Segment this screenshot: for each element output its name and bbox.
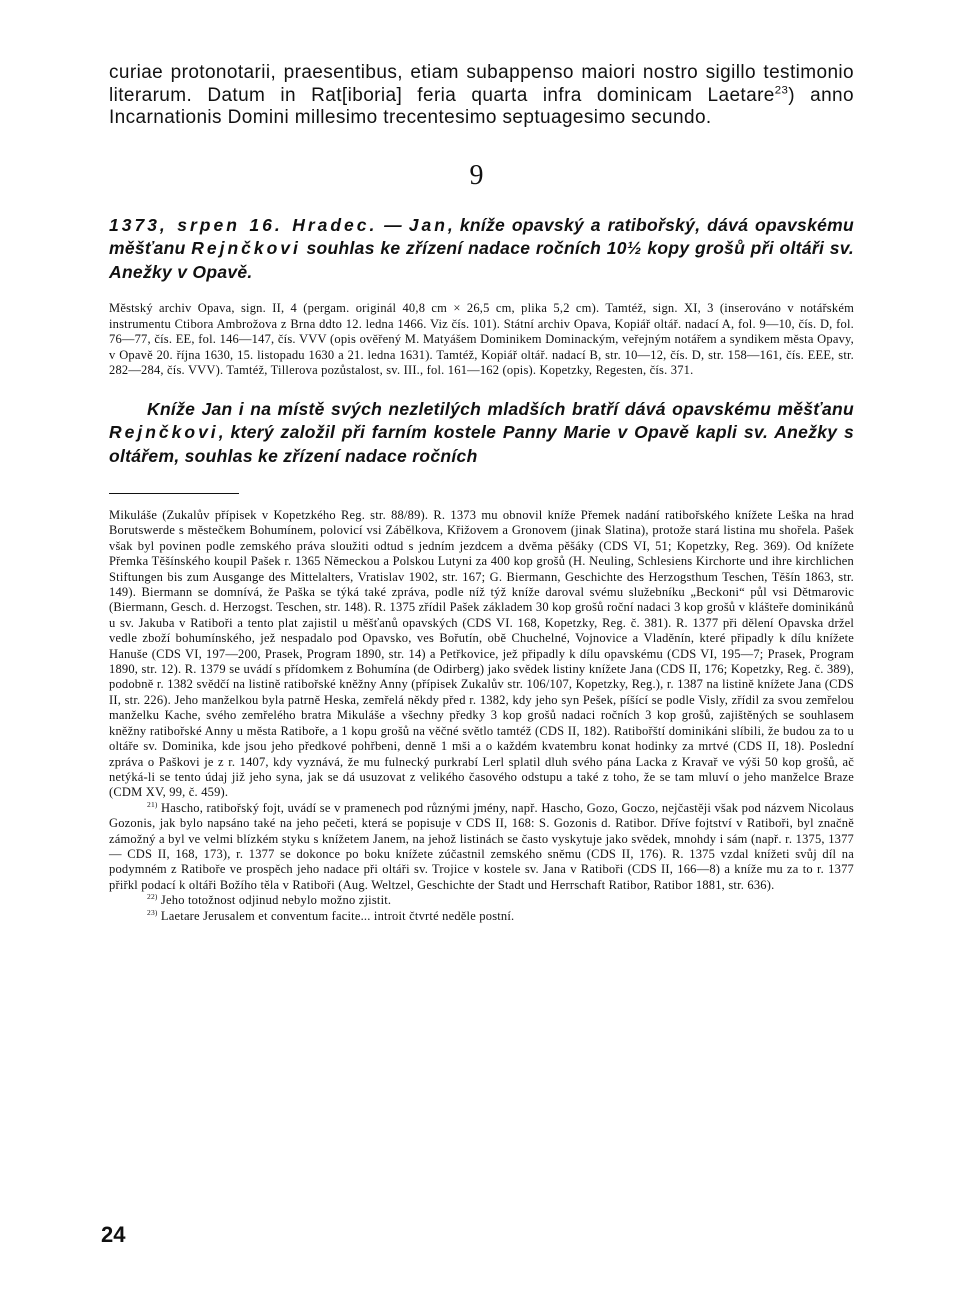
footnote-21-text: Hascho, ratibořský fojt, uvádí se v pramenech pod různými jmény, např. Hascho, Gozo, Goczo, nejčastěji však pod názvem Nicolaus Gozonis, jak bylo napsáno také na jeho pečeti, která se popisuje v CDS II, 168: S. Gozonis d. Ratibor. Dříve fojtství v Ratiboři, byl značně zámožný a byl ve velmi blízkém styku s knížetem Janem, na jehož listinách se často vyskytuje jako svědek, mnohdy i sám (např. r. 1375, 1377 — CDS II, 168, 173), r. 1377 se dokonce po boku knížete zúčastnil zemského sněmu (CDS II, 176). R. 1375 vzdal knížeti svůj díl na podymném z Ratiboře ve prospěch jeho nadace při oltáři sv. Trojice v kostele sv. Jana v Ratiboři (CDS II, 166—8) a kníže mu za to r. 1377 přiřkl podací k oltáři Božího těla v Ratiboři (Aug. Weltzel, Geschichte der Stadt und Herrschaft Ratibor, Ratibor 1881, str. 636). bbox=[109, 800, 854, 892]
footnote-22-mark: 22) bbox=[147, 892, 158, 901]
footnotes bbox=[109, 508, 854, 924]
regest-person: Jan bbox=[408, 214, 448, 235]
page-number: 24 bbox=[101, 1222, 126, 1247]
regest-recipient: Rejnčkovi bbox=[191, 238, 301, 258]
footnote-23-text: Laetare Jerusalem et conventum facite... introit čtvrté neděle postní. bbox=[157, 908, 515, 923]
regest-text-2: , kníže opavský a ratibořský, dává opavskému měšťanu bbox=[109, 214, 854, 258]
footnote-23-mark: 23) bbox=[147, 907, 158, 917]
latin-text-continuation bbox=[109, 62, 854, 130]
footnote-21-mark: 21) bbox=[147, 799, 158, 809]
summary-text-2: , který založil při farním kostele Panny Marie v Opavě kapli sv. Anežky s oltářem, souhlas ke zřízení nadace ročních bbox=[109, 422, 854, 466]
footnote-21 bbox=[109, 801, 854, 893]
regest-text-3: souhlas ke zřízení nadace ročních 10½ kopy grošů při oltáři sv. Anežky v Opavě. bbox=[109, 238, 854, 282]
footnote-22 bbox=[109, 893, 854, 908]
summary-text bbox=[109, 398, 854, 469]
summary-text-1: Kníže Jan i na místě svých nezletilých mladších bratří dává opavskému měšťanu bbox=[147, 398, 854, 419]
latin-text-end: ) anno Incarnationis Domini millesimo trecentesimo septuagesimo secundo. bbox=[109, 84, 854, 128]
regest-date-place: 1373, srpen 16. Hradec. bbox=[109, 214, 378, 235]
summary-name: Rejnčkovi bbox=[109, 422, 219, 442]
latin-text: curiae protonotarii, praesentibus, etiam subappenso maiori nostro sigillo testimonio literarum. Datum in Rat[iboria] feria quarta infra dominicam Laetare bbox=[109, 62, 854, 106]
regest-heading bbox=[109, 214, 854, 285]
footnote-ref-23: 23 bbox=[774, 84, 789, 97]
footnote-divider bbox=[109, 493, 239, 494]
archival-note: Městský archiv Opava, sign. II, 4 (pergam. originál 40,8 cm × 26,5 cm, plika 5,2 cm). Tamtéž, sign. XI, 3 (inserováno v notářském instrumentu Ctibora Ambrožova z Brna ddto 12. ledna 1466. Viz čís. 101). Státní archiv Opava, Kopiář oltář. nadací A, fol. 9—10, čís. D, fol. 76—77, čís. EE, fol. 146—147, čís. VVV (opis ověřený M. Matyášem Dominikem Dominackým, veřejným notářem a syndikem města Opavy, v Opavě 20. října 1630, 15. listopadu 1630 a 21. ledna 1631). Tamtéž, Kopiář oltář. nadací B, str. 10—12, čís. D, str. 158—161, čís. EEE, str. 282—284, čís. VVV). Tamtéž, Tillerova pozůstalost, sv. III., fol. 161—162 (opis). Kopetzky, Regesten, čís. 371. bbox=[109, 301, 854, 377]
footnote-continuation: Mikuláše (Zukalův přípisek v Kopetzkého Reg. str. 88/89). R. 1373 mu obnovil kníže Přemek nadání ratibořského knížete Leška na hrad Borutswerde s městečkem Bohumínem, polovicí vsi Zábělkova, Křižovem a Gronovem (jinak Slatina), protože stará listina mu shořela. Pašek však byl povinen podle zemského práva sloužiti odtud s jedním jezdcem a dvěma pěšáky (CDS VI, 51; Kopetzky, Reg. 369). Od knížete Přemka Těšínského koupil Pašek r. 1365 Německou a Polskou Lutyni za 400 kop grošů (H. Neuling, Schlesiens Kirchorte und ihre kirchlichen Stiftungen bis zum Ausgange des Mittelalters, Vratislav 1902, str. 167; G. Biermann, Geschichte des Herzogsthum Teschen, Těšín 1863, str. 149). Biermann se domnívá, že Paška se týká také zpráva, podle níž týž kníže daroval svému služebníku „Beckoni“ půl vsi Dětmarovic (Biermann, Gesch. d. Herzogst. Teschen, str. 148). R. 1375 zřídil Pašek základem 30 kop grošů roční nadaci 3 kop grošů v klášteře dominikánů u sv. Jakuba v Ratiboři a tento plat zajistil u měšťanů opavských (CDS VI. 168, Kopetzky, Reg. č. 381). R. 1377 při dělení Opavska držel vedle zboží bohumínského, jež nespadalo pod Opavsko, ves Bořutín, obě Chuchelné, Vojnovice a Vladěnín, které připadly k dílu knížete Hanuše (CDS VI, 197—200, Prasek, Program 1890, str. 14) a Petřkovice, jež připadly k dílu opavskému (CDS VI, 195—7; Prasek, Program 1890, str. 12). R. 1379 se uvádí s přídomkem z Bohumína (de Odirberg) jako svědek listiny knížete Jana (CDS II, 176; Kopetzky, Reg. č. 389), podobně r. 1382 svědčí na listině ratibořské kněžny Anny (přípisek Zukalův str. 106/107, Kopetzky, Reg.), r. 1387 na listině knížete Jana (CDS II, str. 226). Jeho manželkou byla patrně Heska, zemřelá někdy před r. 1382, kdy jeho syn Pešek, píšící se podle Visly, zřídil za svou zemřelou manželku Kache, svého zemřelého bratra Mikuláše a všechny předky 3 kop grošů nadaci ročních 3 kop grošů, zajištěných se souhlasem kněžny ratibořské Anny u města Ratiboře, a 1 kopu grošů na věčné světlo tamtéž (CDS II, 182). Ratibořští dominikáni slíbili, že budou za to u oltáře sv. Dominika, kde jsou jeho předkové pohřbeni, denně 1 mši a o každém kvatembru konat hodinky za mrtvé (CDS II, 18). Poslední zpráva o Paškovi je z r. 1407, kdy vyznává, že mu fulnecký purkrabí Lerl splatil dluh svého pána Lacka z Kravař ve výši 50 kop grošů, ač netýká-li se tento údaj již jeho syna, jak se dá usuzovat z velikého časového odstupu a také z toho, že se tam mluví o jeho manželce Braze (CDM XV, 99, č. 459). bbox=[109, 508, 854, 800]
footnote-22-text: Jeho totožnost odjinud nebylo možno zjistit. bbox=[157, 893, 392, 908]
page-content bbox=[109, 62, 854, 924]
document-number: 9 bbox=[469, 159, 484, 191]
regest-text-1: — bbox=[377, 214, 409, 235]
footnote-23 bbox=[109, 909, 854, 924]
